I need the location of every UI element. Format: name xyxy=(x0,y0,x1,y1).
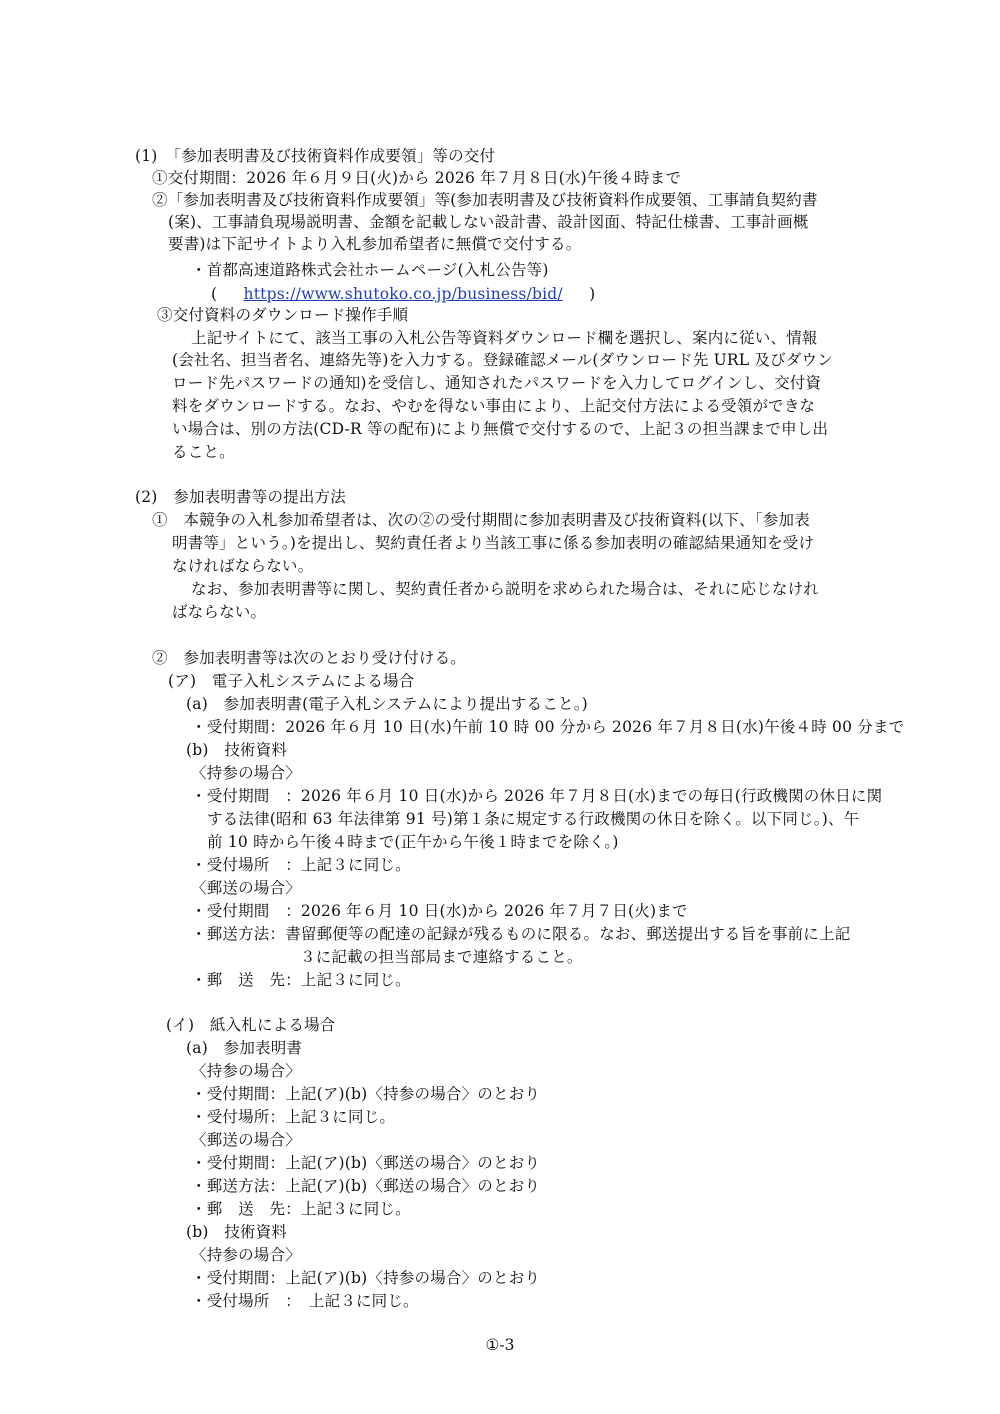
paren-close: ) xyxy=(589,285,596,303)
in-person-period-1: ・受付期間 ：2026 年６月 10 日(水)から 2026 年７月８日(水)までの毎日(行政機関の休日に関 xyxy=(191,787,883,805)
issue-docs-line-2: (案)、工事請負現場説明書、金額を記載しない設計書、設計図面、特記仕様書、工事計画概 xyxy=(168,213,809,231)
para-1-line-2: 明書等」という。)を提出し、契約責任者より当該工事に係る参加表明の確認結果通知を受け xyxy=(172,534,815,552)
in-person-label: 〈持参の場合〉 xyxy=(191,764,301,782)
electronic-reception-period: ・受付期間：2026 年６月 10 日(水)午前 10 時 00 分から 2026 年７月８日(水)午後４時 00 分まで xyxy=(191,718,905,736)
paper-bid-heading: (イ) 紙入札による場合 xyxy=(166,1016,336,1034)
para-1-line-1: ① 本競争の入札参加希望者は、次の②の受付期間に参加表明書及び技術資料(以下、「参加表 xyxy=(152,511,810,529)
issue-docs-line-1: ②「参加表明書及び技術資料作成要領」等(参加表明書及び技術資料作成要領、工事請負契約書 xyxy=(152,191,818,209)
in-person-place: ・受付場所 ：上記３に同じ。 xyxy=(191,856,411,874)
download-procedure-heading: ③交付資料のダウンロード操作手順 xyxy=(157,306,409,324)
section-2-heading: (2) 参加表明書等の提出方法 xyxy=(135,488,346,506)
site-name: ・首都高速道路株式会社ホームページ(入札公告等) xyxy=(191,261,549,279)
paper-tech-in-person-label: 〈持参の場合〉 xyxy=(191,1246,301,1264)
procedure-text-1: 上記サイトにて、該当工事の入札公告等資料ダウンロード欄を選択し、案内に従い、情報 xyxy=(191,329,818,347)
procedure-text-2: (会社名、担当者名、連絡先等)を入力する。登録確認メール(ダウンロード先 URL 及びダウン xyxy=(172,351,833,369)
issue-docs-line-3: 要書)は下記サイトより入札参加希望者に無償で交付する。 xyxy=(168,235,582,253)
mail-label: 〈郵送の場合〉 xyxy=(191,879,301,897)
url-line xyxy=(211,283,595,305)
mail-destination: ・郵 送 先：上記３に同じ。 xyxy=(191,971,411,989)
issue-period: ①交付期間：2026 年６月９日(火)から 2026 年７月８日(水)午後４時まで xyxy=(152,169,682,187)
electronic-participation-form: (a) 参加表明書(電子入札システムにより提出すること。) xyxy=(186,695,588,713)
procedure-text-4: 料をダウンロードする。なお、やむを得ない事由により、上記交付方法による受領ができな xyxy=(172,397,816,415)
paper-in-person-period: ・受付期間：上記(ア)(b)〈持参の場合〉のとおり xyxy=(191,1085,541,1103)
mail-period: ・受付期間 ：2026 年６月 10 日(水)から 2026 年７月７日(火)まで xyxy=(191,902,688,920)
mail-method-2: ３に記載の担当部局まで連絡すること。 xyxy=(300,948,583,966)
para-1-line-4: なお、参加表明書等に関し、契約責任者から説明を求められた場合は、それに応じなけれ xyxy=(191,580,820,598)
in-person-period-2: する法律(昭和 63 年法律第 91 号)第１条に規定する行政機関の休日を除く。以下同じ。)、午 xyxy=(207,810,860,828)
para-1-line-5: ばならない。 xyxy=(172,603,267,621)
paper-in-person-label: 〈持参の場合〉 xyxy=(191,1062,301,1080)
section-1-heading: (1) 「参加表明書及び技術資料作成要領」等の交付 xyxy=(135,147,496,165)
paren-open: ( xyxy=(211,285,218,303)
page-number: ①-3 xyxy=(485,1336,515,1354)
paper-tech-in-person-place: ・受付場所 ： 上記３に同じ。 xyxy=(191,1292,419,1310)
paper-in-person-place: ・受付場所：上記３に同じ。 xyxy=(191,1108,396,1126)
mail-method-1: ・郵送方法：書留郵便等の配達の記録が残るものに限る。なお、郵送提出する旨を事前に上記 xyxy=(191,925,851,943)
para-1-line-3: なければならない。 xyxy=(172,557,314,575)
in-person-period-3: 前 10 時から午後４時まで(正午から午後１時までを除く。) xyxy=(207,833,619,851)
procedure-text-5: い場合は、別の方法(CD-R 等の配布)により無償で交付するので、上記３の担当課まで申し出 xyxy=(172,420,829,438)
paper-technical-docs-heading: (b) 技術資料 xyxy=(186,1223,288,1241)
technical-docs-heading: (b) 技術資料 xyxy=(186,741,288,759)
electronic-bid-heading: (ア) 電子入札システムによる場合 xyxy=(168,672,415,690)
paper-mail-period: ・受付期間：上記(ア)(b)〈郵送の場合〉のとおり xyxy=(191,1154,541,1172)
para-2-heading: ② 参加表明書等は次のとおり受け付ける。 xyxy=(152,649,467,667)
procedure-text-6: ること。 xyxy=(172,443,235,461)
paper-mail-label: 〈郵送の場合〉 xyxy=(191,1131,301,1149)
paper-mail-destination: ・郵 送 先：上記３に同じ。 xyxy=(191,1200,411,1218)
paper-participation-form: (a) 参加表明書 xyxy=(186,1039,303,1057)
shutoko-bid-link[interactable]: https://www.shutoko.co.jp/business/bid/ xyxy=(243,285,563,303)
paper-mail-method: ・郵送方法：上記(ア)(b)〈郵送の場合〉のとおり xyxy=(191,1177,541,1195)
procedure-text-3: ロード先パスワードの通知)を受信し、通知されたパスワードを入力してログインし、交付資 xyxy=(172,374,822,392)
paper-tech-in-person-period: ・受付期間：上記(ア)(b)〈持参の場合〉のとおり xyxy=(191,1269,541,1287)
